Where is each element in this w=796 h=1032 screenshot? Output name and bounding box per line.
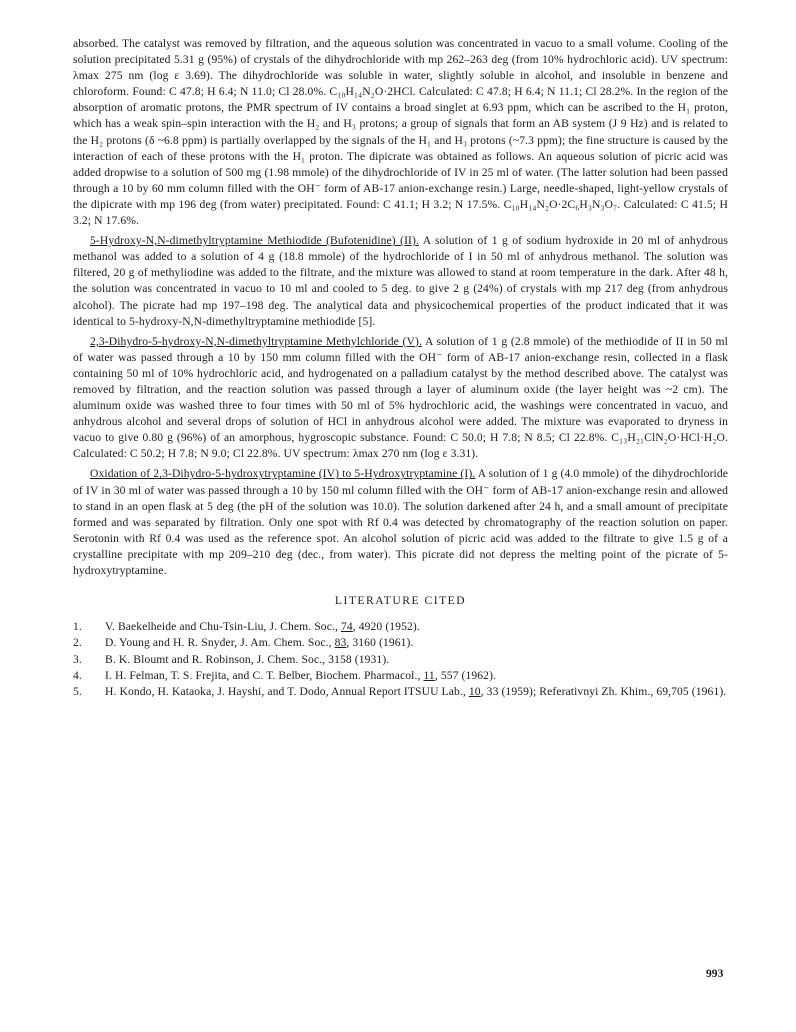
reference-citation: V. Baekelheide and Chu-Tsin-Liu, J. Chem. Soc., [105,620,341,634]
article-body [73,36,728,700]
reference-text [105,619,728,635]
reference-number: 1. [73,620,82,634]
reference-text [105,684,728,700]
reference-citation: B. K. Bloumt and R. Robinson, J. Chem. Soc., 3158 (1931). [105,652,390,666]
reference-citation: H. Kondo, H. Kataoka, J. Hayshi, and T. Dodo, Annual Report ITSUU Lab., [105,685,469,698]
reference-volume: 74 [340,620,353,634]
reference-number: 2. [73,636,82,650]
reference-item [73,684,728,700]
paragraph-text: A solution of 1 g (4.0 mmole) of the dihydrochloride of IV in 30 ml of water was passed through a 10 by 150 ml column filled with the OH⁻ form of AB-17 anion-exchange resin and allowed to stand in an open flask at 5 deg (the pH of the solution was 10.0). The solution darkened after 24 h, and a small amount of precipitate formed and was separated by filtration. Only one spot with Rf 0.4 was detected by chromatography of the reaction solution on paper. Serotonin with Rf 0.4 was used as the reference spot. An alcohol solution of picric acid was added to the filtrate to give 1.5 g of a crystalline precipitate with mp 209–210 deg (dec., from water). This picrate did not depress the melting point of the picrate of 5-hydroxytryptamine. [73,467,729,577]
paragraph-oxidation [73,466,728,579]
reference-text [105,652,728,668]
reference-pages: , 4920 (1952). [352,620,420,634]
reference-pages: , 3160 (1961). [346,636,414,650]
paragraph-bufotenidine [73,233,728,330]
reference-item [73,668,728,684]
reference-text [105,668,728,684]
paragraph-continuation [73,36,728,229]
reference-pages: , 557 (1962). [434,668,497,682]
paragraph-text: A solution of 1 g of sodium hydroxide in 20 ml of anhydrous methanol was added to a solution of 4 g (18.8 mmole) of the hydrochloride of I in 50 ml of anhydrous methanol. The solution was filtered, 20 g of methyliodine was added to the filtrate, and the mixture was allowed to stand at room temperature in the dark. After 48 h, the solution was concentrated in vacuo to 10 ml and cooled to 5 deg. to give 2 g (24%) of crystals with mp 217 deg (from anhydrous alcohol). The picrate had mp 197–198 deg. The analytical data and physicochemical properties of the product indicated that it was identical to 5-hydroxy-N,N-dimethyltryptamine methiodide [5]. [73,234,728,328]
reference-citation: I. H. Felman, T. S. Frejita, and C. T. Belber, Biochem. Pharmacol., [105,668,424,682]
reference-number: 4. [73,668,82,682]
reference-volume: 83 [334,636,347,650]
page-number: 993 [706,967,724,980]
reference-item [73,635,728,651]
reference-number: 3. [73,652,82,666]
section-heading: Oxidation of 2,3-Dihydro-5-hydroxytryptamine (IV) to 5-Hydroxytryptamine (I). [90,467,476,481]
paragraph-text: A solution of 1 g (2.8 mmole) of the methiodide of II in 50 ml of water was passed through a 10 by 150 mm column filled with the OH⁻ form of AB-17 anion-exchange resin, collected in a flask containing 50 ml of 10% hydrochloric acid, and hydrogenated on a palladium catalyst by the method described above. The catalyst was removed by filtration, and the reaction solution was passed through a layer of aluminum oxide (the layer height was ~2 cm). The aluminum oxide was washed three to four times with 50 ml of 5% hydrochloric acid, the washings were concentrated in vacuo, and anhydrous alcohol and several drops of solution of HCl in anhydrous alcohol were added. The mixture was evaporated to dryness in vacuo to give 0.80 g (96%) of an amorphous, hygroscopic substance. Found: C 50.0; H 7.8; N 8.5; Cl 22.8%. C₁₃H₂₁ClN₂O·HCl·H₂O. Calculated: C 50.2; H 7.8; N 9.0; Cl 22.8%. UV spectrum: λmax 270 nm (log ε 3.31). [73,334,728,461]
reference-list [73,619,728,700]
reference-number: 5. [73,685,82,698]
reference-text [105,635,728,651]
reference-pages: , 33 (1959); Referativnyi Zh. Khim., 69,705 (1961). [480,685,727,698]
paragraph-text: absorbed. The catalyst was removed by filtration, and the aqueous solution was concentrated in vacuo to a small volume. Cooling of the solution precipitated 5.31 g (95%) of crystals of the dihydrochloride with mp 262–263 deg (from 10% hydrochloric acid). UV spectrum: λmax 275 nm (log ε 3.69). The dihydrochloride was soluble in water, slightly soluble in alcohol, and insoluble in benzene and chloroform. Found: C 47.8; H 6.4; N 11.0; Cl 28.0%. C₁₀H₁₄N₂O·2HCl. Calculated: C 47.8; H 6.4; N 11.1; Cl 28.2%. In the region of the absorption of aromatic protons, the PMR spectrum of IV contains a broad singlet at 6.93 ppm, which can be ascribed to the H₁ proton, which has a weak spin–spin interaction with the H₂ and H₃ protons; a group of signals that form an AB system (J 9 Hz) and is related to the H₂ protons (δ ~6.8 ppm) is partially overlapped by the signals of the H₁ and H₃ protons (~7.3 ppm); the fine structure is caused by the interaction of each of these protons with the H₁ proton. The dipicrate was obtained as follows. An aqueous solution of picric acid was added dropwise to a solution of 500 mg (1.98 mmole) of the dihydrochloride of IV in 25 ml of water. (The latter solution had been passed through a 10 by 60 mm column filled with the OH⁻ form of AB-17 anion-exchange resin.) Large, needle-shaped, light-yellow crystals of the dipicrate with mp 196 deg (from water) precipitated. Found: C 41.1; H 3.2; N 17.5%. C₁₀H₁₄N₂O·2C₆H₃N₃O₇. Calculated: C 41.5; H 3.2; N 17.6%. [73,37,728,228]
reference-item [73,652,728,668]
reference-volume: 11 [423,668,435,682]
literature-cited-heading: LITERATURE CITED [334,594,467,608]
reference-citation: D. Young and H. R. Snyder, J. Am. Chem. Soc., [105,636,335,650]
reference-item [73,619,728,635]
section-heading: 2,3-Dihydro-5-hydroxy-N,N-dimethyltryptamine Methylchloride (V). [90,334,422,348]
section-heading: 5-Hydroxy-N,N-dimethyltryptamine Methiodide (Bufotenidine) (II). [90,234,419,248]
reference-volume: 10 [468,685,481,698]
paragraph-methylchloride [73,334,728,463]
